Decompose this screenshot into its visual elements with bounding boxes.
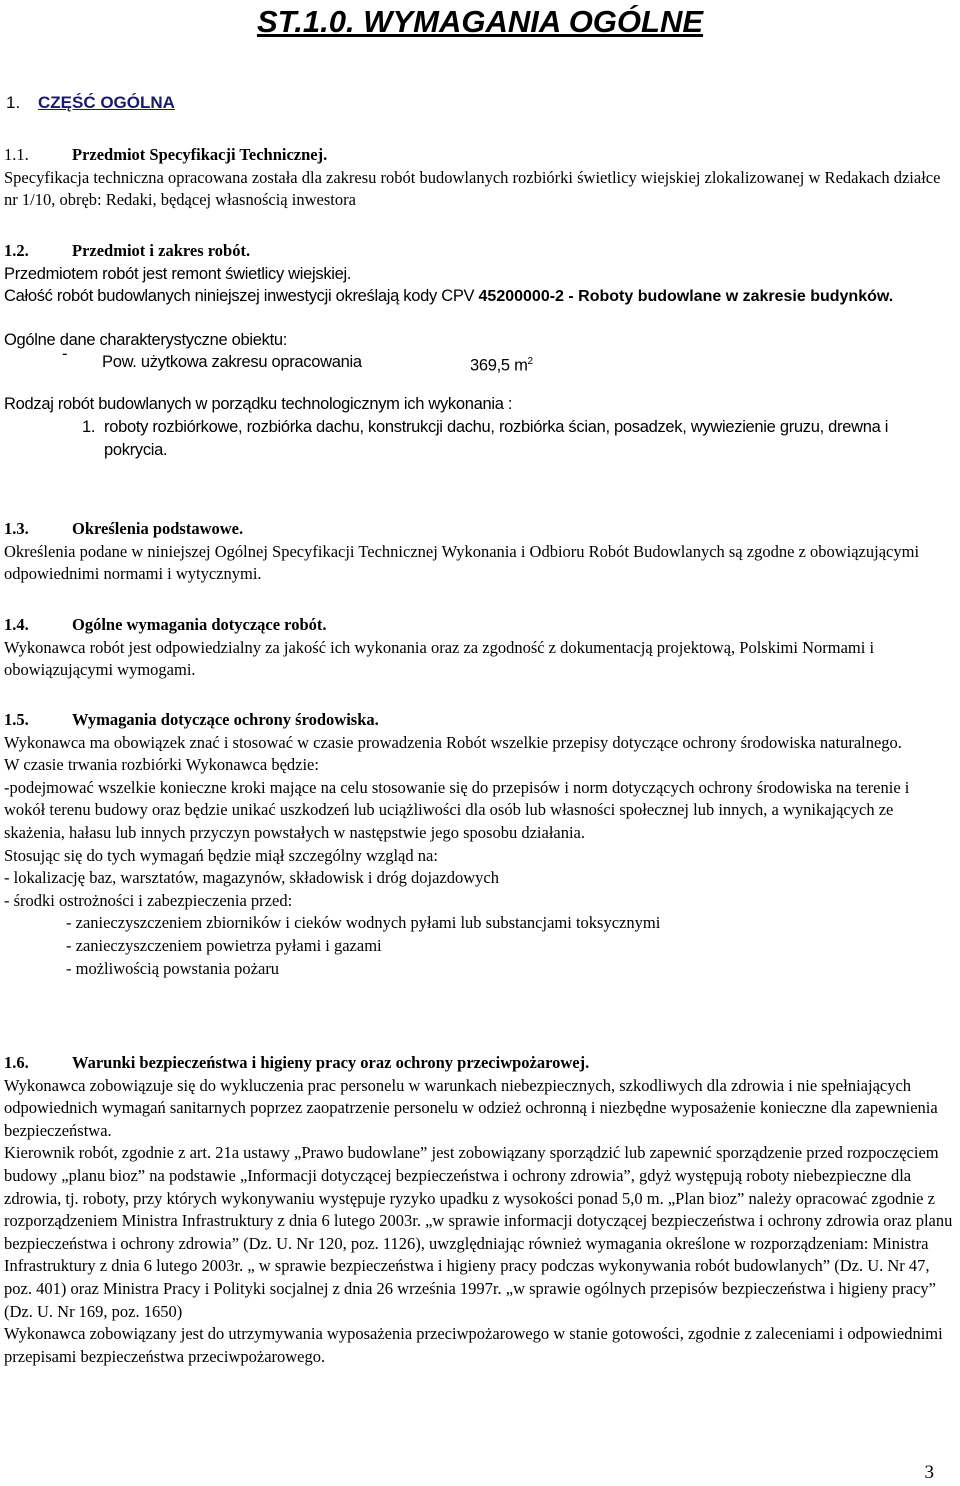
section-paragraph: Wykonawca ma obowiązek znać i stosować w czasie prowadzenia Robót wszelkie przepisy dotyczące ochrony środowiska naturalnego. (4, 732, 902, 752)
section-paragraph: Rodzaj robót budowlanych w porządku technologicznym ich wykonania : (4, 395, 513, 414)
sub-list-item: - możliwością powstania pożaru (66, 958, 280, 978)
section-paragraph: - lokalizację baz, warsztatów, magazynów, składowisk i dróg dojazdowych (4, 868, 499, 888)
sub-list-item: - zanieczyszczeniem powietrza pyłami i gazami (66, 935, 382, 955)
section-paragraph: Wykonawca zobowiązuje się do wykluczenia prac personelu w warunkach niebezpiecznych, szkodliwych dla zdrowia i nie spełniających odpowiednich wymagań sanitarnych poprzez zaopatrzenie personelu w odzież ochronną i niezbędne wyposażenie konieczne dla zapewnienia bezpieczeństwa. (4, 1075, 938, 1140)
section-body: Wykonawca robót jest odpowiedzialny za jakość ich wykonania oraz za zgodność z dokumentacją projektową, Polskimi Normami i obowiązującymi wymogami. (4, 637, 875, 680)
area-label: Pow. użytkowa zakresu opracowania (102, 353, 362, 372)
page-number: 3 (924, 1462, 934, 1483)
section-1-6 (4, 1052, 954, 1368)
sub-list-item: - zanieczyszczeniem zbiorników i cieków wodnych pyłami lub substancjami toksycznymi (66, 913, 661, 933)
section-1-2 (4, 240, 954, 461)
part-number: 1. (6, 93, 21, 112)
section-heading: 1.3. Określenia podstawowe. (4, 519, 244, 538)
area-value: 369,5 $m^2$ (470, 356, 533, 375)
section-body: Specyfikacja techniczna opracowana została dla zakresu robót budowlanych rozbiórki świetlicy wiejskiej zlokalizowanej w Redakach działce nr 1/10, obręb: Redaki, będącej własnością inwestora (4, 167, 941, 210)
cpv-paragraph: Całość robót budowlanych niniejszej inwestycji określają kody CPV 45200000-2 - Roboty budowlane w zakresie budynków. (4, 287, 894, 306)
section-heading: 1.2. Przedmiot i zakres robót. (4, 241, 251, 260)
document-title: ST.1.0. WYMAGANIA OGÓLNE (256, 4, 704, 39)
section-paragraph: Wykonawca zobowiązany jest do utrzymywania wyposażenia przeciwpożarowego w stanie gotowości, zgodnie z zaleceniami i odpowiednimi przepisami bezpieczeństwa przeciwpożarowego. (4, 1324, 943, 1366)
section-1-5 (4, 709, 954, 980)
section-heading: 1.6. Warunki bezpieczeństwa i higieny pracy oraz ochrony przeciwpożarowej. (4, 1053, 590, 1072)
area-row (4, 345, 954, 375)
section-heading: 1.4. Ogólne wymagania dotyczące robót. (4, 615, 327, 634)
section-1-4 (4, 614, 954, 682)
section-paragraph: Przedmiotem robót jest remont świetlicy wiejskiej. (4, 264, 352, 283)
section-paragraph: - środki ostrożności i zabezpieczenia przed: (4, 890, 293, 910)
section-body: Określenia podane w niniejszej Ogólnej Specyfikacji Technicznej Wykonania i Odbioru Robót Budowlanych są zgodne z obowiązującymi odpowiednimi normami i wytycznymi. (4, 541, 920, 584)
section-paragraph: Kierownik robót, zgodnie z art. 21a ustawy „Prawo budowlane” jest zobowiązany sporządzić lub zapewnić sporządzenie przed rozpoczęciem budowy „planu bioz” na podstawie „Informacji dotyczącej bezpieczeństwa i ochrony zdrowia”, gdyż występują roboty niebezpieczne dla zdrowia, tj. roboty, przy których wykonywaniu występuje ryzyko upadku z wysokości ponad 5,0 m. „Plan bioz” należy opracować zgodnie z rozporządzeniem Ministra Infrastruktury z dnia 6 lutego 2003r. „w sprawie informacji dotyczącej bezpieczeństwa i ochrony zdrowia oraz planu bezpieczeństwa i ochrony zdrowia” (Dz. U. Nr 120, poz. 1126), uwzględniając również wymagania określone w rozporządzeniam: Ministra Infrastruktury z dnia 6 lutego 2003r. „ w sprawie bezpieczeństwa i higieny pracy podczas wykonywania robót budowlanych” (Dz. U. Nr 47, poz. 401) oraz Ministra Pracy i Polityki socjalnej z dnia 26 września 1997r. „w sprawie ogólnych przepisów bezpieczeństwa i higieny pracy” (Dz. U. Nr 169, poz. 1650) (4, 1143, 953, 1321)
section-paragraph: Ogólne dane charakterystyczne obiektu: (4, 330, 288, 349)
part-label: CZĘŚĆ OGÓLNA (38, 93, 175, 112)
area-dash: - (62, 345, 68, 364)
part-heading (6, 93, 175, 113)
section-paragraph: W czasie trwania rozbiórki Wykonawca będzie: (4, 755, 319, 775)
list-item: 1. roboty rozbiórkowe, rozbiórka dachu, konstrukcji dachu, rozbiórka ścian, posadzek, wywiezienie gruzu, drewna i pokrycia. (82, 417, 889, 459)
section-1-3 (4, 518, 954, 586)
section-heading: 1.1. Przedmiot Specyfikacji Technicznej. (4, 145, 328, 164)
section-paragraph: -podejmować wszelkie konieczne kroki mające na celu stosowanie się do przepisów i norm dotyczących ochrony środowiska na terenie i wokół terenu budowy oraz będzie unikać uszkodzeń lub uciążliwości dla osób lub własności społecznej lub innych, a wynikających ze skażenia, hałasu lub innych przyczyn powstałych w następstwie jego sposobu działania. (4, 777, 910, 842)
section-1-1 (4, 144, 954, 212)
section-heading: 1.5. Wymagania dotyczące ochrony środowiska. (4, 710, 379, 729)
section-paragraph: Stosując się do tych wymagań będzie miął szczególny wzgląd na: (4, 845, 438, 865)
